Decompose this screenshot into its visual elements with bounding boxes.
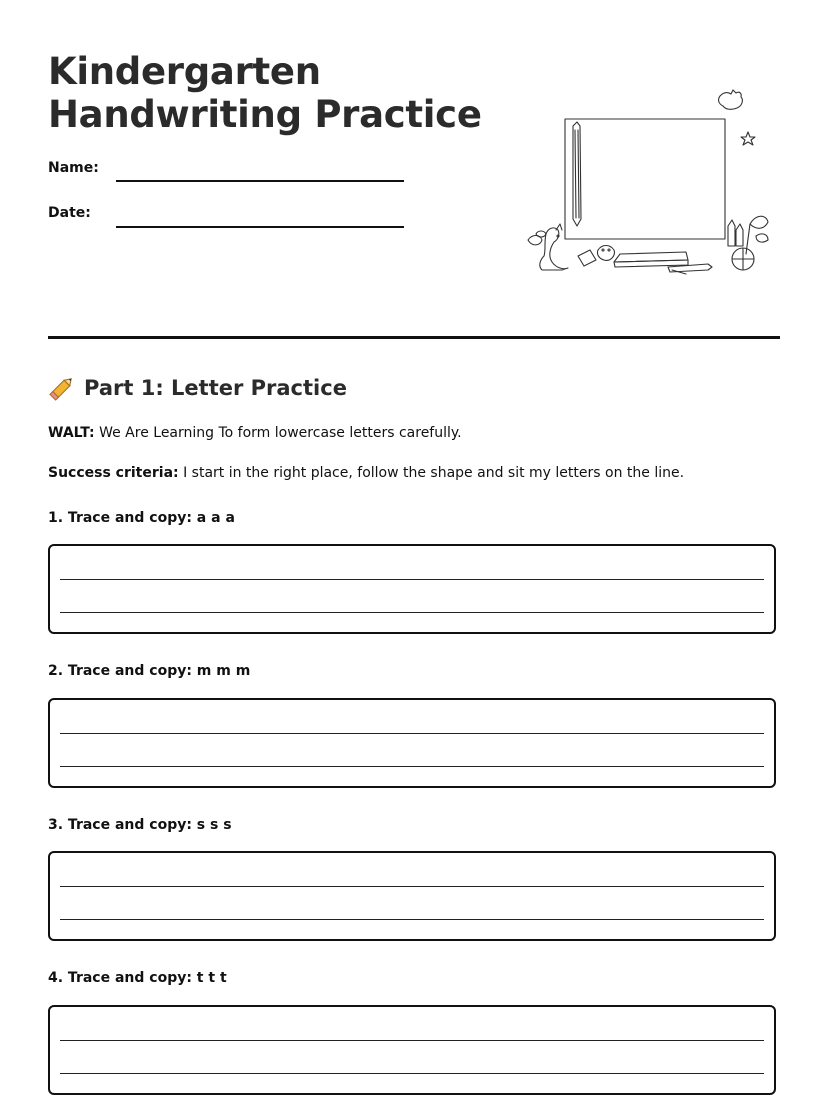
title-line-2: Handwriting Practice xyxy=(48,93,482,136)
card-icon xyxy=(578,250,596,266)
plant-icon xyxy=(750,216,768,228)
writing-line xyxy=(60,1073,764,1074)
success-text: I start in the right place, follow the shape and sit my letters on the line. xyxy=(178,465,685,481)
writing-line xyxy=(60,733,764,734)
walt-statement xyxy=(48,425,462,441)
writing-line xyxy=(60,886,764,887)
star-icon xyxy=(741,132,755,145)
title-line-1: Kindergarten xyxy=(48,50,321,93)
writing-box-4[interactable] xyxy=(48,1005,776,1095)
classroom-illustration xyxy=(518,84,774,284)
name-label: Name: xyxy=(48,160,99,176)
writing-line xyxy=(60,612,764,613)
walt-label: WALT: xyxy=(48,425,95,441)
date-label: Date: xyxy=(48,205,91,221)
australia-map-icon xyxy=(719,90,743,109)
writing-box-1[interactable] xyxy=(48,544,776,634)
section-divider xyxy=(48,336,780,339)
worksheet-title xyxy=(48,50,482,136)
koala-icon xyxy=(597,246,614,261)
crayons-icon xyxy=(728,220,743,246)
writing-box-3[interactable] xyxy=(48,851,776,941)
part1-heading-text: Part 1: Letter Practice xyxy=(84,376,347,400)
writing-line xyxy=(60,579,764,580)
date-line xyxy=(116,226,404,228)
task-label-2: 2. Trace and copy: m m m xyxy=(48,663,251,679)
kangaroo-icon xyxy=(540,224,568,270)
writing-line xyxy=(60,766,764,767)
writing-box-2[interactable] xyxy=(48,698,776,788)
task-label-3: 3. Trace and copy: s s s xyxy=(48,817,232,833)
walt-text: We Are Learning To form lowercase letters carefully. xyxy=(94,425,462,441)
task-label-4: 4. Trace and copy: t t t xyxy=(48,970,227,986)
name-line xyxy=(116,180,404,182)
success-criteria xyxy=(48,465,684,481)
writing-line xyxy=(60,1040,764,1041)
success-label: Success criteria: xyxy=(48,465,179,481)
pencil-icon xyxy=(48,374,76,402)
part1-heading xyxy=(48,374,347,402)
whiteboard-icon xyxy=(565,119,725,239)
task-label-1: 1. Trace and copy: a a a xyxy=(48,510,235,526)
pencil-icon xyxy=(573,122,581,226)
writing-line xyxy=(60,919,764,920)
